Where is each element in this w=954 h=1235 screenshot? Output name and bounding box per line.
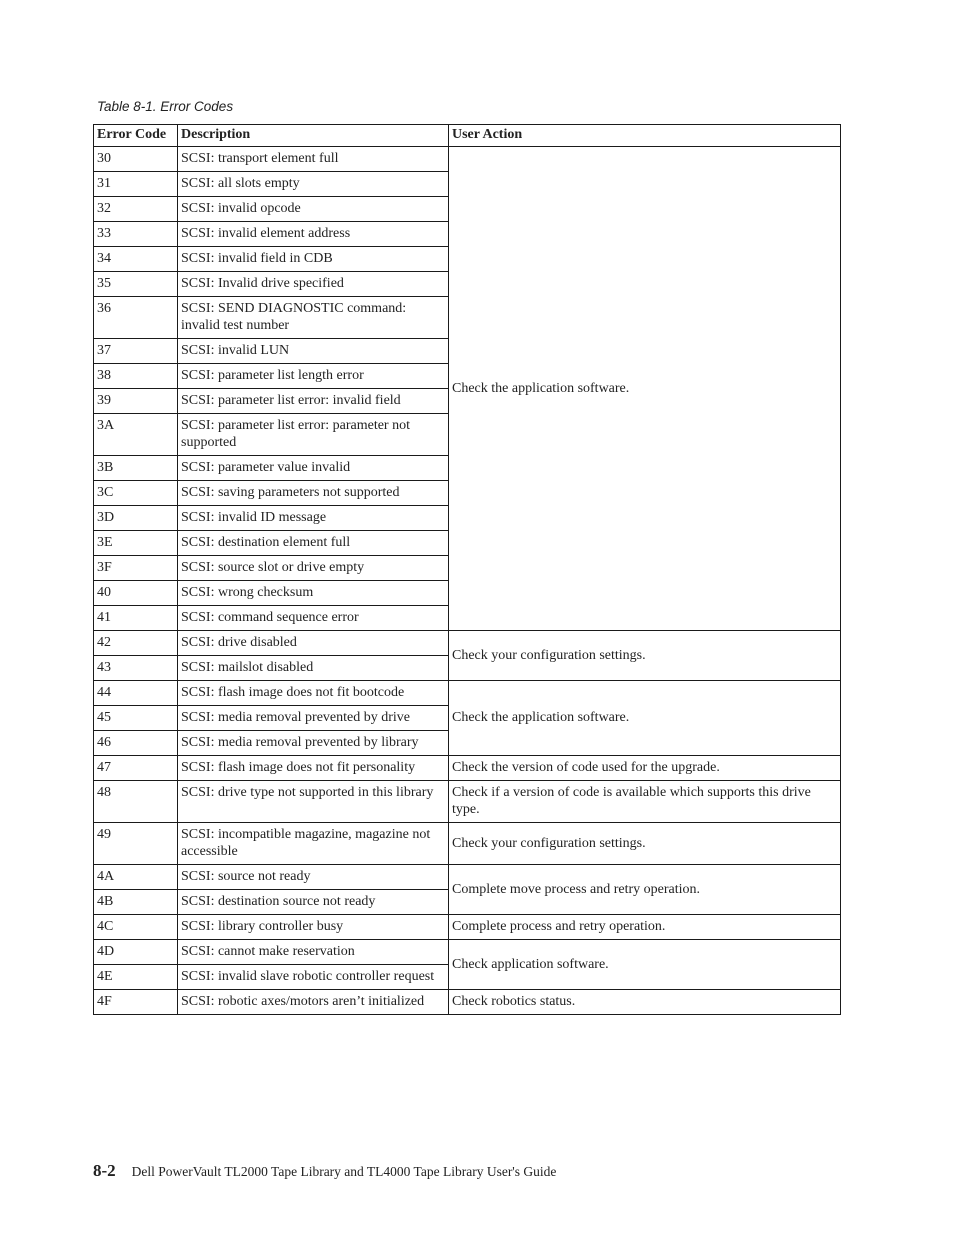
description-cell: SCSI: invalid ID message <box>178 506 449 531</box>
description-cell: SCSI: saving parameters not supported <box>178 481 449 506</box>
description-cell: SCSI: parameter value invalid <box>178 456 449 481</box>
error-code-cell: 46 <box>94 731 178 756</box>
table-row <box>94 940 841 965</box>
error-code-cell: 40 <box>94 581 178 606</box>
description-cell: SCSI: invalid LUN <box>178 339 449 364</box>
description-cell: SCSI: SEND DIAGNOSTIC command: invalid test number <box>178 297 449 339</box>
error-code-cell: 4E <box>94 965 178 990</box>
description-cell: SCSI: flash image does not fit bootcode <box>178 681 449 706</box>
error-code-cell: 3D <box>94 506 178 531</box>
user-action-cell: Check the application software. <box>449 681 841 756</box>
description-cell: SCSI: source not ready <box>178 865 449 890</box>
error-code-cell: 4A <box>94 865 178 890</box>
error-code-cell: 48 <box>94 781 178 823</box>
error-code-cell: 3C <box>94 481 178 506</box>
user-action-cell: Check your configuration settings. <box>449 631 841 681</box>
description-cell: SCSI: command sequence error <box>178 606 449 631</box>
description-header: Description <box>178 125 449 147</box>
table-row <box>94 865 841 890</box>
error-code-cell: 32 <box>94 197 178 222</box>
description-cell: SCSI: parameter list error: invalid field <box>178 389 449 414</box>
user-action-cell: Check your configuration settings. <box>449 823 841 865</box>
error-code-cell: 3A <box>94 414 178 456</box>
page-footer <box>93 1161 556 1181</box>
error-code-cell: 39 <box>94 389 178 414</box>
error-code-cell: 33 <box>94 222 178 247</box>
table-row <box>94 147 841 172</box>
description-cell: SCSI: flash image does not fit personality <box>178 756 449 781</box>
user-action-cell: Check the version of code used for the upgrade. <box>449 756 841 781</box>
error-code-cell: 35 <box>94 272 178 297</box>
error-code-cell: 4C <box>94 915 178 940</box>
error-codes-table <box>93 124 841 1015</box>
header-row <box>94 125 841 147</box>
error-code-cell: 3F <box>94 556 178 581</box>
description-cell: SCSI: cannot make reservation <box>178 940 449 965</box>
user-action-cell: Complete process and retry operation. <box>449 915 841 940</box>
user-action-cell: Check if a version of code is available which supports this drive type. <box>449 781 841 823</box>
table-row <box>94 681 841 706</box>
description-cell: SCSI: destination element full <box>178 531 449 556</box>
page-number: 8-2 <box>93 1161 116 1180</box>
description-cell: SCSI: media removal prevented by drive <box>178 706 449 731</box>
error-code-cell: 4B <box>94 890 178 915</box>
error-code-cell: 38 <box>94 364 178 389</box>
error-code-cell: 45 <box>94 706 178 731</box>
table-row <box>94 781 841 823</box>
error-code-cell: 43 <box>94 656 178 681</box>
description-cell: SCSI: parameter list error: parameter not supported <box>178 414 449 456</box>
description-cell: SCSI: robotic axes/motors aren’t initialized <box>178 990 449 1015</box>
description-cell: SCSI: transport element full <box>178 147 449 172</box>
user-action-cell: Check application software. <box>449 940 841 990</box>
description-cell: SCSI: parameter list length error <box>178 364 449 389</box>
description-cell: SCSI: wrong checksum <box>178 581 449 606</box>
table-row <box>94 990 841 1015</box>
error-code-cell: 31 <box>94 172 178 197</box>
error-code-cell: 37 <box>94 339 178 364</box>
description-cell: SCSI: invalid slave robotic controller request <box>178 965 449 990</box>
error-code-cell: 4F <box>94 990 178 1015</box>
description-cell: SCSI: source slot or drive empty <box>178 556 449 581</box>
error-code-cell: 42 <box>94 631 178 656</box>
description-cell: SCSI: incompatible magazine, magazine not accessible <box>178 823 449 865</box>
error-code-cell: 41 <box>94 606 178 631</box>
description-cell: SCSI: destination source not ready <box>178 890 449 915</box>
description-cell: SCSI: invalid opcode <box>178 197 449 222</box>
error-code-cell: 36 <box>94 297 178 339</box>
description-cell: SCSI: library controller busy <box>178 915 449 940</box>
error-code-cell: 3B <box>94 456 178 481</box>
table-row <box>94 631 841 656</box>
error-code-cell: 34 <box>94 247 178 272</box>
table-caption: Table 8-1. Error Codes <box>97 99 234 114</box>
table-row <box>94 823 841 865</box>
description-cell: SCSI: drive type not supported in this library <box>178 781 449 823</box>
error-code-cell: 47 <box>94 756 178 781</box>
error-code-header: Error Code <box>94 125 178 147</box>
user-action-cell: Check the application software. <box>449 147 841 631</box>
description-cell: SCSI: all slots empty <box>178 172 449 197</box>
description-cell: SCSI: Invalid drive specified <box>178 272 449 297</box>
error-code-cell: 3E <box>94 531 178 556</box>
description-cell: SCSI: invalid element address <box>178 222 449 247</box>
error-code-cell: 49 <box>94 823 178 865</box>
document-title: Dell PowerVault TL2000 Tape Library and TL4000 Tape Library User's Guide <box>131 1164 557 1179</box>
table-row <box>94 756 841 781</box>
error-code-cell: 30 <box>94 147 178 172</box>
user-action-header: User Action <box>449 125 841 147</box>
table-body <box>94 147 841 1015</box>
description-cell: SCSI: media removal prevented by library <box>178 731 449 756</box>
description-cell: SCSI: drive disabled <box>178 631 449 656</box>
description-cell: SCSI: invalid field in CDB <box>178 247 449 272</box>
error-code-cell: 4D <box>94 940 178 965</box>
table-header <box>94 125 841 147</box>
user-action-cell: Check robotics status. <box>449 990 841 1015</box>
error-code-cell: 44 <box>94 681 178 706</box>
user-action-cell: Complete move process and retry operation. <box>449 865 841 915</box>
table-row <box>94 915 841 940</box>
description-cell: SCSI: mailslot disabled <box>178 656 449 681</box>
